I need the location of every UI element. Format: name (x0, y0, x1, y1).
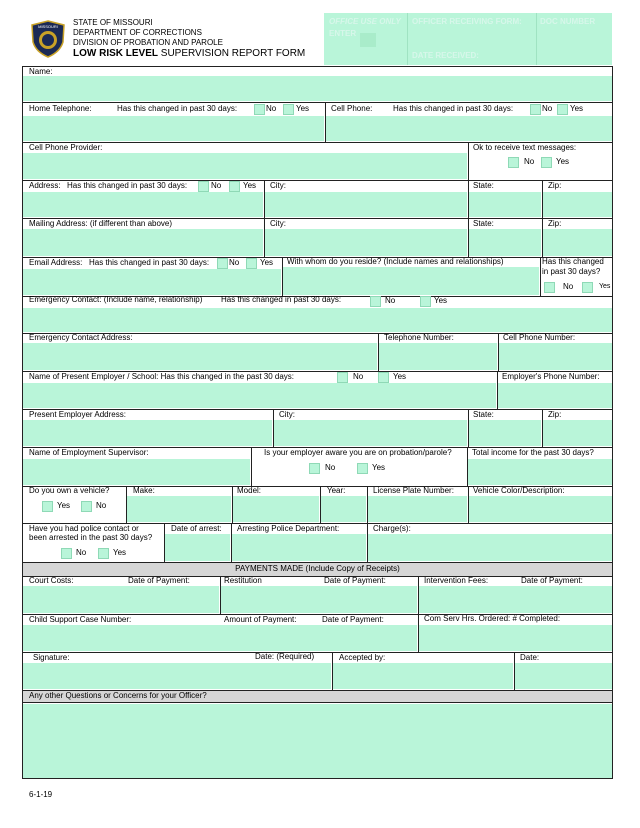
employer-zip-field[interactable] (543, 420, 612, 446)
cell-provider-field[interactable] (23, 153, 467, 179)
cell-changed-label: Has this changed in past 30 days: (393, 104, 514, 113)
date-of-arrest-field[interactable] (165, 534, 230, 561)
text-no-checkbox[interactable] (508, 157, 519, 168)
revision-date: 6-1-19 (29, 790, 53, 799)
name-label: Name: (29, 67, 53, 76)
accepted-date-label: Date: (520, 653, 540, 662)
cell-phone-number-label: Cell Phone Number: (503, 333, 576, 342)
arresting-department-label: Arresting Police Department: (237, 524, 340, 533)
police-contact-label-1: Have you had police contact or (29, 524, 139, 533)
date-received-label: DATE RECEIVED: (412, 51, 479, 60)
intervention-fees-field[interactable] (419, 586, 612, 613)
employer-zip-label: Zip: (548, 410, 562, 419)
signature-label: Signature: (33, 653, 70, 662)
employer-aware-label: Is your employer aware you are on probation/parole? (264, 448, 452, 457)
employer-city-label: City: (279, 410, 295, 419)
name-field[interactable] (23, 76, 612, 101)
vehicle-color-label: Vehicle Color/Description: (473, 486, 565, 495)
reside-field[interactable] (283, 267, 539, 295)
amount-payment-label: Amount of Payment: (224, 615, 297, 624)
text-no-label: No (524, 157, 535, 166)
supervisor-field[interactable] (23, 459, 250, 485)
mailing-zip-field[interactable] (543, 229, 612, 256)
charges-label: Charge(s): (373, 524, 411, 533)
emergency-telephone-field[interactable] (379, 343, 497, 370)
cell-provider-label: Cell Phone Provider: (29, 143, 103, 152)
mailing-address-label: Mailing Address: (if different than above) (29, 219, 173, 228)
charges-field[interactable] (368, 534, 612, 561)
cell-phone-label: Cell Phone: (331, 104, 373, 113)
employer-city-field[interactable] (274, 420, 467, 446)
officer-receiving-form-label: OFFICER RECEIVING FORM: (412, 17, 522, 26)
form-title-bold: LOW RISK LEVEL (73, 48, 158, 59)
reside-past30-label: in past 30 days? (542, 267, 601, 276)
court-costs-label: Court Costs: (29, 576, 74, 585)
make-label: Make: (133, 486, 155, 495)
police-no-checkbox[interactable] (61, 548, 72, 559)
income-field[interactable] (468, 459, 612, 485)
emergency-yes-label: Yes (434, 296, 448, 305)
telephone-number-label: Telephone Number: (384, 333, 454, 342)
model-label: Model: (237, 486, 262, 495)
home-changed-yes-checkbox[interactable] (283, 104, 294, 115)
ok-text-label: Ok to receive text messages: (473, 143, 577, 152)
seal-text: MISSOURI (38, 24, 58, 29)
employer-address-field[interactable] (23, 420, 272, 446)
court-costs-field[interactable] (23, 586, 219, 613)
address-city-label: City: (270, 181, 286, 190)
child-support-label: Child Support Case Number: (29, 615, 132, 624)
emergency-yes-checkbox[interactable] (420, 296, 431, 307)
emergency-cell-field[interactable] (499, 343, 612, 370)
home-yes-label: Yes (296, 104, 310, 113)
address-no-label: No (211, 181, 222, 190)
address-state-label: State: (473, 181, 494, 190)
email-label: Email Address: (29, 258, 83, 267)
emergency-contact-field[interactable] (23, 308, 612, 332)
emergency-address-label: Emergency Contact Address: (29, 333, 133, 342)
date-of-arrest-label: Date of arrest: (171, 524, 222, 533)
form-title-rest: SUPERVISION REPORT FORM (158, 48, 306, 59)
child-date-payment-label: Date of Payment: (322, 615, 384, 624)
reside-has-changed-label: Has this changed (542, 257, 604, 266)
text-yes-label: Yes (556, 157, 570, 166)
vehicle-no-label: No (96, 501, 107, 510)
doc-number-label: DOC NUMBER (540, 17, 596, 26)
office-enter-checkbox[interactable] (360, 33, 376, 47)
license-plate-label: License Plate Number: (373, 486, 454, 495)
year-field[interactable] (321, 496, 366, 522)
vehicle-yes-label: Yes (57, 501, 71, 510)
vehicle-color-field[interactable] (469, 496, 612, 522)
reside-yes-checkbox[interactable] (582, 282, 593, 293)
license-plate-field[interactable] (368, 496, 467, 522)
header-department: DEPARTMENT OF CORRECTIONS (73, 28, 202, 37)
address-changed-no-checkbox[interactable] (198, 181, 209, 192)
comserv-label: Com Serv Hrs. Ordered: # Completed: (424, 614, 561, 623)
address-zip-field[interactable] (543, 192, 612, 217)
reside-no-checkbox[interactable] (544, 282, 555, 293)
income-label: Total income for the past 30 days? (472, 448, 594, 457)
home-changed-label: Has this changed in past 30 days: (117, 104, 238, 113)
reside-no-label: No (563, 282, 574, 291)
emergency-contact-label: Emergency Contact: (Include name, relationship) (29, 295, 203, 304)
employer-changed-no-checkbox[interactable] (337, 372, 348, 383)
court-date-payment-label: Date of Payment: (128, 576, 190, 585)
date-required-label: Date: (Required) (255, 652, 315, 661)
accepted-by-label: Accepted by: (339, 653, 386, 662)
vehicle-yes-checkbox[interactable] (42, 501, 53, 512)
office-use-only-label: OFFICE USE ONLY (329, 17, 401, 26)
email-changed-no-checkbox[interactable] (217, 258, 228, 269)
aware-no-label: No (325, 463, 336, 472)
emergency-no-checkbox[interactable] (370, 296, 381, 307)
home-telephone-field[interactable] (23, 116, 324, 141)
address-state-field[interactable] (469, 192, 541, 217)
aware-yes-checkbox[interactable] (357, 463, 368, 474)
vehicle-label: Do you own a vehicle? (29, 486, 110, 495)
email-changed-yes-checkbox[interactable] (246, 258, 257, 269)
model-field[interactable] (233, 496, 319, 522)
questions-label: Any other Questions or Concerns for your Officer? (29, 691, 207, 700)
comserv-field[interactable] (419, 625, 612, 651)
home-changed-no-checkbox[interactable] (254, 104, 265, 115)
address-label: Address: (29, 181, 61, 190)
supervisor-label: Name of Employment Supervisor: (29, 448, 149, 457)
employer-phone-field[interactable] (498, 383, 612, 408)
payments-section-bar: PAYMENTS MADE (Include Copy of Receipts) (23, 562, 612, 577)
employer-field[interactable] (23, 383, 496, 408)
make-field[interactable] (127, 496, 231, 522)
mailing-city-field[interactable] (265, 229, 467, 256)
mailing-zip-label: Zip: (548, 219, 562, 228)
address-zip-label: Zip: (548, 181, 562, 190)
emergency-changed-label: Has this changed in past 30 days: (221, 295, 342, 304)
cell-changed-yes-checkbox[interactable] (557, 104, 568, 115)
accepted-by-field[interactable] (333, 663, 513, 689)
cell-no-label: No (542, 104, 553, 113)
header-division: DIVISION OF PROBATION AND PAROLE (73, 38, 223, 47)
home-no-label: No (266, 104, 277, 113)
child-support-field[interactable] (23, 625, 417, 651)
cell-yes-label: Yes (570, 104, 584, 113)
emergency-address-field[interactable] (23, 343, 377, 370)
address-field[interactable] (23, 192, 263, 217)
employer-phone-label: Employer's Phone Number: (502, 372, 600, 381)
police-yes-checkbox[interactable] (98, 548, 109, 559)
email-yes-label: Yes (260, 258, 274, 267)
arresting-department-field[interactable] (232, 534, 366, 561)
mailing-city-label: City: (270, 219, 286, 228)
address-changed-yes-checkbox[interactable] (229, 181, 240, 192)
employer-address-label: Present Employer Address: (29, 410, 126, 419)
police-contact-label-2: been arrested in the past 30 days? (29, 533, 153, 542)
restitution-date-payment-label: Date of Payment: (324, 576, 386, 585)
aware-no-checkbox[interactable] (309, 463, 320, 474)
address-yes-label: Yes (243, 181, 257, 190)
form-title (73, 48, 305, 60)
mailing-address-field[interactable] (23, 229, 263, 256)
intervention-date-payment-label: Date of Payment: (521, 576, 583, 585)
employer-no-label: No (353, 372, 364, 381)
missouri-seal-logo (30, 20, 66, 58)
mailing-state-label: State: (473, 219, 494, 228)
cell-changed-no-checkbox[interactable] (530, 104, 541, 115)
signature-field[interactable] (23, 663, 331, 689)
address-changed-label: Has this changed in past 30 days: (67, 181, 188, 190)
questions-field[interactable] (23, 704, 612, 778)
employer-label: Name of Present Employer / School: Has this changed in the past 30 days: (29, 372, 295, 381)
email-field[interactable] (23, 269, 281, 295)
restitution-field[interactable] (221, 586, 417, 613)
emergency-no-label: No (385, 296, 396, 305)
vehicle-no-checkbox[interactable] (81, 501, 92, 512)
office-enter-label: ENTER (329, 29, 357, 38)
reside-yes-label: Yes (599, 283, 611, 290)
text-yes-checkbox[interactable] (541, 157, 552, 168)
home-telephone-label: Home Telephone: (29, 104, 92, 113)
employer-state-label: State: (473, 410, 494, 419)
accepted-date-field[interactable] (515, 663, 612, 689)
address-city-field[interactable] (265, 192, 467, 217)
email-changed-label: Has this changed in past 30 days: (89, 258, 210, 267)
aware-yes-label: Yes (372, 463, 386, 472)
employer-state-field[interactable] (469, 420, 541, 446)
email-no-label: No (229, 258, 240, 267)
employer-changed-yes-checkbox[interactable] (378, 372, 389, 383)
restitution-label: Restitution (224, 576, 262, 585)
reside-label: With whom do you reside? (Include names and relationships) (287, 257, 504, 266)
year-label: Year: (327, 486, 346, 495)
intervention-fees-label: Intervention Fees: (424, 576, 489, 585)
police-yes-label: Yes (113, 548, 127, 557)
police-no-label: No (76, 548, 87, 557)
mailing-state-field[interactable] (469, 229, 541, 256)
employer-yes-label: Yes (393, 372, 407, 381)
cell-phone-field[interactable] (326, 116, 612, 141)
header-state: STATE OF MISSOURI (73, 18, 153, 27)
